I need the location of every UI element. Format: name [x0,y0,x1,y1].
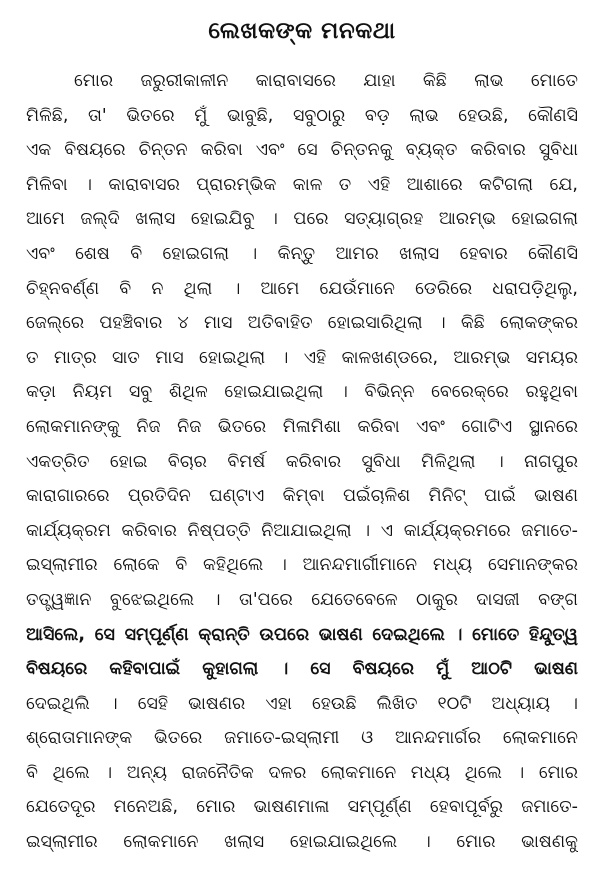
text-line: ଇସ୍‌ଲାମୀର ଲୋକମାନେ ଖଲାସ ହୋଇଯାଇଥିଲେ । ମୋର ଭାଷଣକୁ [26,832,578,853]
text-line: ତତ୍ତ୍ୱଜ୍ଞାନ ବୁଝେଇଥିଲେ । ତା'ପରେ ଯେତେବେଳେ ଠାକୁର ଦାସଜୀ ବଙ୍ଗ [26,589,578,610]
text-line: ବି ଥିଲେ । ଅନ୍ୟ ରାଜନୈତିକ ଦଳର ଲୋକମାନେ ମଧ୍ୟ ଥିଲେ । ମୋର [26,762,578,783]
text-line: ଆସିଲେ, ସେ ସମ୍ପୂର୍ଣ୍ଣ କ୍ରାନ୍ତି ଉପରେ ଭାଷଣ ଦେଇଥିଲେ । ମୋତେ ହିନ୍ଦୁତ୍ୱ [26,624,578,645]
text-line: ଏବଂ ଶେଷ ବି ହୋଇଗଲା । କିନ୍ତୁ ଆମର ଖଲାସ ହେବାର କୌଣସି [26,243,578,264]
text-line: ଏକ ବିଷୟରେ ଚିନ୍ତନ କରିବା ଏବଂ ସେ ଚିନ୍ତନକୁ ବ୍ୟକ୍ତ କରିବାର ସୁବିଧା [26,140,578,161]
text-line: ଏକତ୍ରିତ ହୋଇ ବିଚାର ବିମର୍ଷ କରିବାର ସୁବିଧା ମିଳିଥିଲା । ନାଗପୁର [26,451,578,472]
text-line: ଦେଇଥିଲି । ସେହି ଭାଷଣର ଏହା ହେଉଛି ଲିଖିତ ୧୦ଟି ଅଧ୍ୟାୟ । [26,693,578,714]
text-line: କଡ଼ା ନିୟମ ସବୁ ଶିଥିଳ ହୋଇଯାଇଥିଲା । ବିଭିନ୍ନ ବେରେକ୍‌ରେ ରହୁଥିବା [26,382,578,403]
text-line: ଲୋକମାନଙ୍କୁ ନିଜ ନିଜ ଭିତରେ ମିଳାମିଶା କରିବା ଏବଂ ଗୋଟିଏ ସ୍ଥାନରେ [26,416,578,437]
text-line: ଚିହ୍ନବର୍ଣ୍ଣ ବି ନ ଥିଲା । ଆମେ ଯେଉଁମାନେ ଡେରିରେ ଧରାପଡ଼ିଥିଲୁ, [26,278,578,299]
text-line: ଶ୍ରୋତାମାନଙ୍କ ଭିତରେ ଜମାତେ-ଇସ୍‌ଲାମୀ ଓ ଆନନ୍ଦମାର୍ଗର ଲୋକମାନେ [26,728,578,749]
text-line: ତ ମାତ୍ର ସାତ ମାସ ହୋଇଥିଲା । ଏହି କାଳଖଣ୍ଡରେ, ଆରମ୍ଭ ସମୟର [26,347,578,368]
text-line: ବିଷୟରେ କହିବାପାଇଁ କୁହାଗଲା । ସେ ବିଷୟରେ ମୁଁ ଆଠଟି ଭାଷଣ [26,659,578,680]
text-line: ଇସ୍‌ଲାମୀର ଲୋକେ ବି କହିଥିଲେ । ଆନନ୍ଦମାର୍ଗୀମାନେ ମଧ୍ୟ ସେମାନଙ୍କର [26,555,578,576]
text-line: ଯେତେଦୂର ମନେଅଛି, ମୋର ଭାଷଣମାଳା ସମ୍ପୂର୍ଣ୍ଣ ହେବାପୂର୍ବରୁ ଜମାତେ- [26,797,578,818]
text-line: ମୋର ଜରୁରୀକାଳୀନ କାରାବାସରେ ଯାହା କିଛି ଲାଭ ମୋତେ [74,71,578,91]
text-line: ଜେଲ୍‌ରେ ପହଞ୍ଚିବାର ୪ ମାସ ଅତିବାହିତ ହୋଇସାରିଥିଲା । କିଛି ଲୋକଙ୍କର [26,313,578,334]
text-line: ମିଳିଛି, ତା' ଭିତରେ ମୁଁ ଭାବୁଛି, ସବୁଠାରୁ ବଡ଼ ଲାଭ ହେଉଛି, କୌଣସି [26,105,578,126]
page-title: ଲେଖକଙ୍କ ମନକଥା [208,18,396,44]
text-line: କାର୍ଯ୍ୟକ୍ରମ କରିବାର ନିଷ୍ପତ୍ତି ନିଆଯାଇଥିଲା । ଏ କାର୍ଯ୍ୟକ୍ରମରେ ଜମାତେ- [26,520,578,541]
text-line: ଆମେ ଜଲ୍‌ଦି ଖଲାସ ହୋଇଯିବୁ । ପରେ ସତ୍ୟାଗ୍ରହ ଆରମ୍ଭ ହୋଇଗଲା [26,209,578,230]
text-line: କାରାଗାରରେ ପ୍ରତିଦିନ ଘଣ୍ଟାଏ କିମ୍ବା ପଇଁଚାଳିଶ ମିନିଟ୍ ପାଇଁ ଭାଷଣ [26,486,578,507]
text-line: ମିଳିବା । କାରାବାସର ପ୍ରାରମ୍ଭିକ କାଳ ତ ଏହି ଆଶାରେ କଟିଗଲା ଯେ, [26,174,578,195]
body-paragraph [26,64,578,860]
